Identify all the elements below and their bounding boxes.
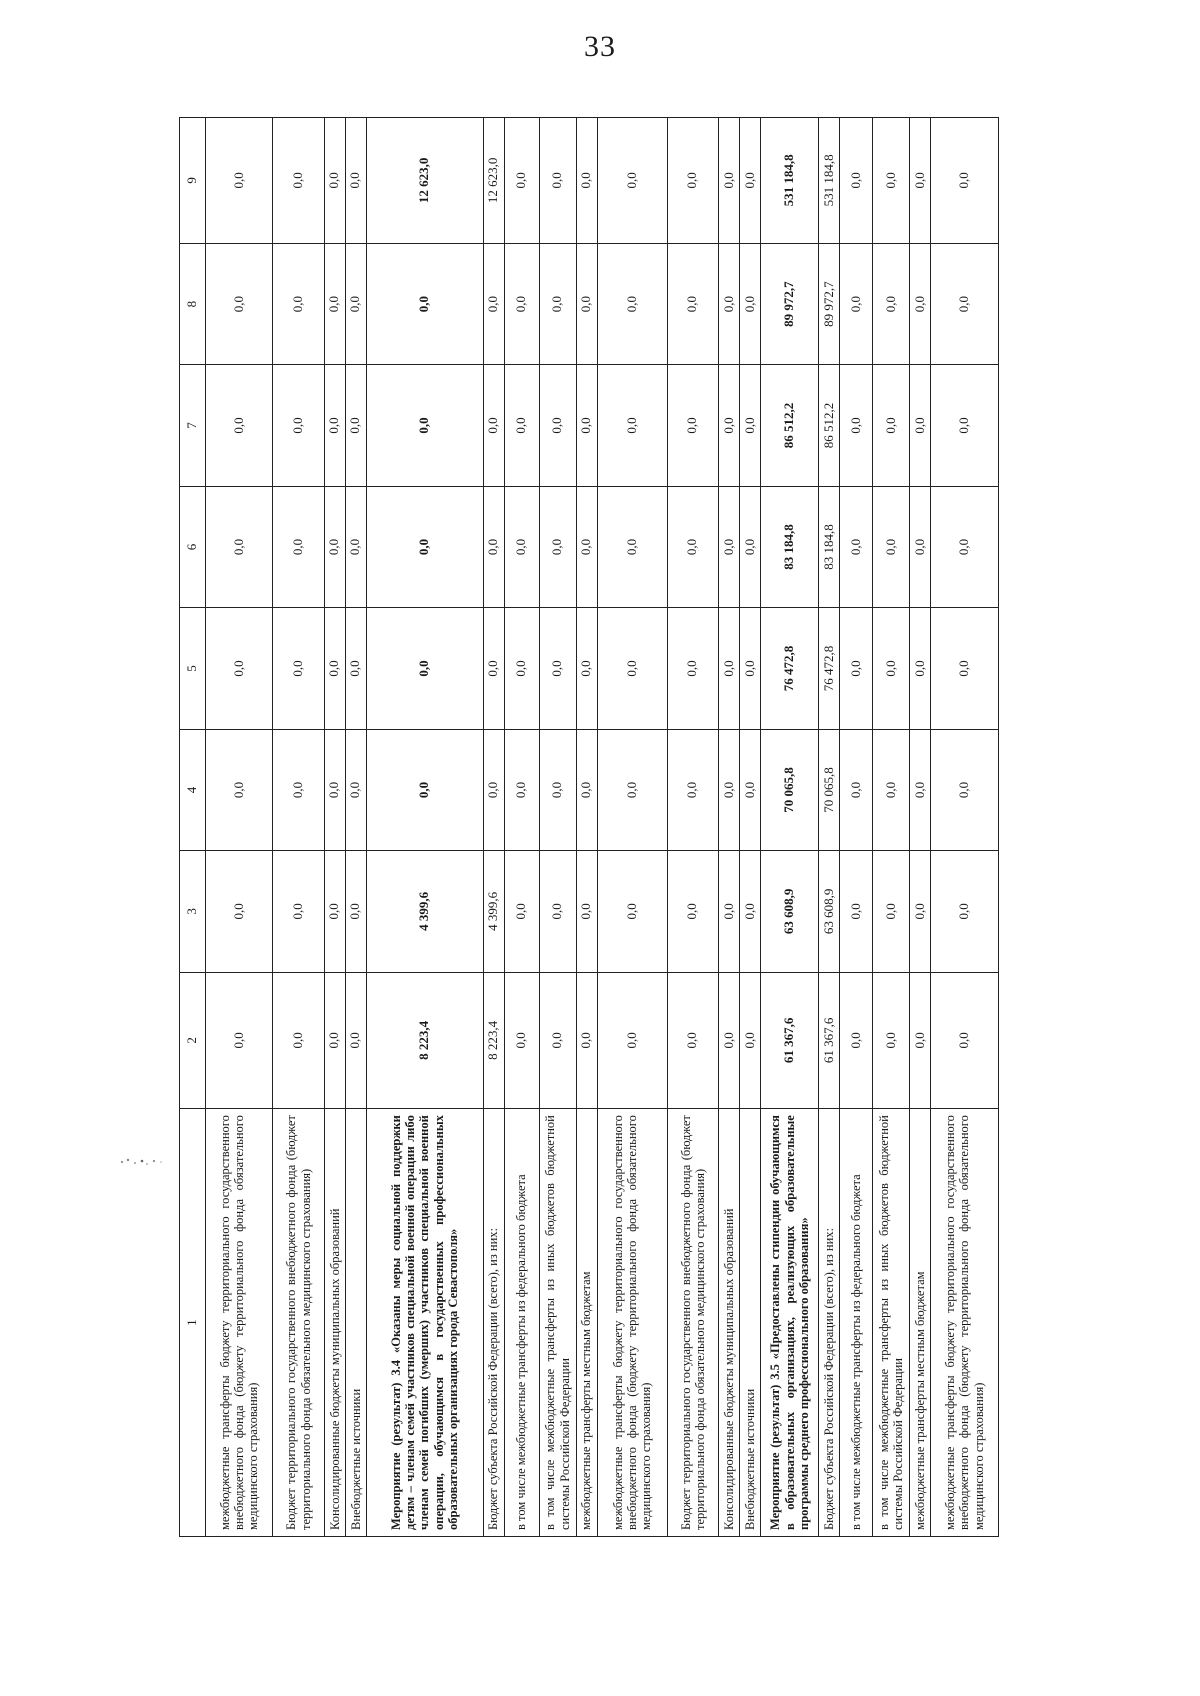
row-label: Бюджет территориального государственного внебюджетного фонда (бюджет территориального фонда обязательного медицинского страхования) (667, 1109, 718, 1537)
value-cell: 0,0 (667, 729, 718, 850)
value-cell: 0,0 (483, 729, 504, 850)
value-cell: 0,0 (345, 608, 366, 729)
value-cell: 76 472,8 (819, 608, 840, 729)
row-label: в том числе межбюджетные трансферты из иных бюджетов бюджетной системы Российской Федерации (873, 1109, 910, 1537)
row-label: Бюджет территориального государственного внебюджетного фонда (бюджет территориального фонда обязательного медицинского страхования) (273, 1109, 324, 1537)
value-cell: 0,0 (539, 851, 576, 972)
value-cell: 0,0 (345, 365, 366, 486)
value-cell: 0,0 (931, 972, 999, 1109)
table-row (819, 118, 840, 1537)
value-cell: 0,0 (324, 118, 345, 244)
table-row (205, 118, 273, 1537)
value-cell: 0,0 (324, 243, 345, 364)
value-cell: 0,0 (597, 486, 667, 607)
value-cell: 0,0 (324, 486, 345, 607)
table-row (931, 118, 999, 1537)
value-cell: 83 184,8 (761, 486, 819, 607)
value-cell: 70 065,8 (819, 729, 840, 850)
row-label: межбюджетные трансферты бюджету территориального государственного внебюджетного фонда (бюджету территориального фонда обязательного медицинского страхования) (931, 1109, 999, 1537)
value-cell: 0,0 (667, 118, 718, 244)
value-cell: 0,0 (273, 365, 324, 486)
value-cell: 531 184,8 (819, 118, 840, 244)
value-cell: 0,0 (366, 365, 483, 486)
value-cell: 0,0 (324, 608, 345, 729)
value-cell: 0,0 (504, 608, 539, 729)
value-cell: 0,0 (667, 365, 718, 486)
value-cell: 0,0 (366, 486, 483, 607)
value-cell: 0,0 (576, 851, 597, 972)
row-label: Внебюджетные источники (740, 1109, 761, 1537)
table-row (366, 118, 483, 1537)
row-label: Бюджет субъекта Российской Федерации (всего), из них: (483, 1109, 504, 1537)
value-cell: 0,0 (273, 729, 324, 850)
value-cell: 0,0 (931, 608, 999, 729)
value-cell: 0,0 (719, 118, 740, 244)
value-cell: 0,0 (931, 851, 999, 972)
value-cell: 0,0 (324, 972, 345, 1109)
value-cell: 0,0 (910, 243, 931, 364)
row-label: межбюджетные трансферты местным бюджетам (576, 1109, 597, 1537)
table-row (840, 118, 873, 1537)
budget-table (179, 117, 999, 1537)
value-cell: 0,0 (366, 729, 483, 850)
column-header: 9 (180, 118, 206, 244)
value-cell: 0,0 (539, 729, 576, 850)
value-cell: 0,0 (205, 729, 273, 850)
value-cell: 0,0 (667, 851, 718, 972)
value-cell: 0,0 (910, 729, 931, 850)
value-cell: 0,0 (931, 729, 999, 850)
value-cell: 0,0 (667, 972, 718, 1109)
value-cell: 61 367,6 (819, 972, 840, 1109)
value-cell: 0,0 (740, 729, 761, 850)
row-label: в том числе межбюджетные трансферты из федерального бюджета (504, 1109, 539, 1537)
row-label: межбюджетные трансферты бюджету территориального государственного внебюджетного фонда (бюджету территориального фонда обязательного медицинского страхования) (205, 1109, 273, 1537)
value-cell: 0,0 (366, 608, 483, 729)
value-cell: 0,0 (504, 486, 539, 607)
value-cell: 0,0 (205, 118, 273, 244)
row-label: в том числе межбюджетные трансферты из иных бюджетов бюджетной системы Российской Федерации (539, 1109, 576, 1537)
value-cell: 0,0 (597, 365, 667, 486)
table-row (597, 118, 667, 1537)
value-cell: 0,0 (539, 365, 576, 486)
value-cell: 0,0 (840, 608, 873, 729)
value-cell: 0,0 (597, 729, 667, 850)
value-cell: 8 223,4 (366, 972, 483, 1109)
value-cell: 0,0 (345, 729, 366, 850)
value-cell: 8 223,4 (483, 972, 504, 1109)
value-cell: 0,0 (740, 486, 761, 607)
value-cell: 86 512,2 (761, 365, 819, 486)
table-row (740, 118, 761, 1537)
column-header: 3 (180, 851, 206, 972)
table-row (667, 118, 718, 1537)
value-cell: 0,0 (719, 486, 740, 607)
value-cell: 0,0 (345, 972, 366, 1109)
value-cell: 0,0 (910, 365, 931, 486)
value-cell: 76 472,8 (761, 608, 819, 729)
value-cell: 0,0 (205, 972, 273, 1109)
table-row (719, 118, 740, 1537)
value-cell: 0,0 (597, 608, 667, 729)
value-cell: 0,0 (931, 365, 999, 486)
table-row (761, 118, 819, 1537)
page-number: 33 (584, 30, 616, 63)
value-cell: 0,0 (345, 243, 366, 364)
column-header: 2 (180, 972, 206, 1109)
value-cell: 0,0 (740, 243, 761, 364)
table-row (483, 118, 504, 1537)
value-cell: 0,0 (366, 243, 483, 364)
value-cell: 0,0 (576, 365, 597, 486)
row-label: Внебюджетные источники (345, 1109, 366, 1537)
value-cell: 0,0 (576, 118, 597, 244)
value-cell: 0,0 (910, 486, 931, 607)
value-cell: 0,0 (539, 486, 576, 607)
table-row (539, 118, 576, 1537)
value-cell: 0,0 (873, 486, 910, 607)
value-cell: 0,0 (504, 243, 539, 364)
row-label: в том числе межбюджетные трансферты из федерального бюджета (840, 1109, 873, 1537)
row-label: межбюджетные трансферты местным бюджетам (910, 1109, 931, 1537)
column-header: 8 (180, 243, 206, 364)
value-cell: 0,0 (504, 365, 539, 486)
value-cell: 0,0 (931, 486, 999, 607)
value-cell: 0,0 (910, 118, 931, 244)
value-cell: 0,0 (205, 608, 273, 729)
value-cell: 89 972,7 (819, 243, 840, 364)
value-cell: 0,0 (719, 972, 740, 1109)
value-cell: 0,0 (483, 243, 504, 364)
value-cell: 0,0 (910, 972, 931, 1109)
value-cell: 0,0 (719, 243, 740, 364)
value-cell: 0,0 (840, 243, 873, 364)
column-header: 7 (180, 365, 206, 486)
value-cell: 0,0 (345, 851, 366, 972)
table-body (205, 118, 998, 1537)
value-cell: 0,0 (667, 243, 718, 364)
value-cell: 0,0 (483, 486, 504, 607)
value-cell: 0,0 (483, 365, 504, 486)
table-row (273, 118, 324, 1537)
row-label: Мероприятие (результат) 3.4 «Оказаны меры социальной поддержки детям – членам семей участников специальной военной операции либо членам семей погибших (умерших) участников специальной военной операции, обучающимся в государственных профессиональных образовательных организациях города Севастополя» (366, 1109, 483, 1537)
row-label: межбюджетные трансферты бюджету территориального государственного внебюджетного фонда (бюджету территориального фонда обязательного медицинского страхования) (597, 1109, 667, 1537)
value-cell: 0,0 (873, 243, 910, 364)
rotated-table-container (179, 117, 999, 1537)
value-cell: 0,0 (840, 851, 873, 972)
value-cell: 0,0 (539, 972, 576, 1109)
value-cell: 61 367,6 (761, 972, 819, 1109)
value-cell: 0,0 (597, 118, 667, 244)
column-header: 5 (180, 608, 206, 729)
row-label: Консолидированные бюджеты муниципальных образований (719, 1109, 740, 1537)
value-cell: 0,0 (597, 972, 667, 1109)
value-cell: 0,0 (910, 851, 931, 972)
value-cell: 0,0 (504, 972, 539, 1109)
value-cell: 0,0 (873, 851, 910, 972)
value-cell: 86 512,2 (819, 365, 840, 486)
value-cell: 0,0 (504, 729, 539, 850)
value-cell: 0,0 (873, 972, 910, 1109)
value-cell: 0,0 (205, 243, 273, 364)
value-cell: 0,0 (840, 486, 873, 607)
value-cell: 0,0 (910, 608, 931, 729)
value-cell: 0,0 (576, 972, 597, 1109)
value-cell: 0,0 (539, 243, 576, 364)
table-row (873, 118, 910, 1537)
value-cell: 531 184,8 (761, 118, 819, 244)
value-cell: 0,0 (576, 486, 597, 607)
value-cell: 0,0 (740, 851, 761, 972)
value-cell: 0,0 (273, 486, 324, 607)
value-cell: 12 623,0 (483, 118, 504, 244)
value-cell: 0,0 (931, 118, 999, 244)
value-cell: 0,0 (205, 851, 273, 972)
value-cell: 0,0 (576, 729, 597, 850)
value-cell: 0,0 (667, 608, 718, 729)
value-cell: 0,0 (719, 365, 740, 486)
value-cell: 63 608,9 (761, 851, 819, 972)
value-cell: 70 065,8 (761, 729, 819, 850)
value-cell: 0,0 (740, 608, 761, 729)
table-row (910, 118, 931, 1537)
value-cell: 0,0 (840, 972, 873, 1109)
value-cell: 0,0 (273, 972, 324, 1109)
value-cell: 0,0 (740, 118, 761, 244)
value-cell: 0,0 (719, 851, 740, 972)
value-cell: 0,0 (345, 486, 366, 607)
value-cell: 0,0 (840, 365, 873, 486)
value-cell: 0,0 (324, 365, 345, 486)
value-cell: 63 608,9 (819, 851, 840, 972)
value-cell: 0,0 (504, 118, 539, 244)
row-label: Консолидированные бюджеты муниципальных образований (324, 1109, 345, 1537)
column-header: 6 (180, 486, 206, 607)
row-label: Мероприятие (результат) 3.5 «Предоставлены стипендии обучающимся в образовательных организациях, реализующих образовательные программы среднего профессионального образования» (761, 1109, 819, 1537)
scan-noise-mark (116, 1152, 176, 1172)
value-cell: 0,0 (324, 729, 345, 850)
value-cell: 0,0 (345, 118, 366, 244)
value-cell: 0,0 (740, 972, 761, 1109)
value-cell: 0,0 (205, 486, 273, 607)
value-cell: 0,0 (576, 243, 597, 364)
value-cell: 0,0 (273, 118, 324, 244)
value-cell: 83 184,8 (819, 486, 840, 607)
table-row (504, 118, 539, 1537)
table-row (576, 118, 597, 1537)
value-cell: 0,0 (504, 851, 539, 972)
value-cell: 0,0 (597, 243, 667, 364)
value-cell: 0,0 (873, 729, 910, 850)
table-row (324, 118, 345, 1537)
value-cell: 4 399,6 (483, 851, 504, 972)
value-cell: 0,0 (740, 365, 761, 486)
table-header-row (180, 118, 206, 1537)
value-cell: 0,0 (539, 118, 576, 244)
value-cell: 0,0 (840, 729, 873, 850)
value-cell: 12 623,0 (366, 118, 483, 244)
value-cell: 0,0 (273, 851, 324, 972)
table-row (345, 118, 366, 1537)
value-cell: 0,0 (205, 365, 273, 486)
value-cell: 0,0 (719, 608, 740, 729)
value-cell: 0,0 (719, 729, 740, 850)
column-header: 4 (180, 729, 206, 850)
value-cell: 0,0 (576, 608, 597, 729)
row-label: Бюджет субъекта Российской Федерации (всего), из них: (819, 1109, 840, 1537)
value-cell: 0,0 (324, 851, 345, 972)
value-cell: 0,0 (667, 486, 718, 607)
value-cell: 0,0 (539, 608, 576, 729)
value-cell: 0,0 (873, 608, 910, 729)
column-header: 1 (180, 1109, 206, 1537)
value-cell: 0,0 (483, 608, 504, 729)
value-cell: 0,0 (873, 365, 910, 486)
value-cell: 0,0 (840, 118, 873, 244)
value-cell: 89 972,7 (761, 243, 819, 364)
value-cell: 0,0 (873, 118, 910, 244)
value-cell: 0,0 (597, 851, 667, 972)
value-cell: 0,0 (931, 243, 999, 364)
value-cell: 0,0 (273, 608, 324, 729)
value-cell: 0,0 (273, 243, 324, 364)
value-cell: 4 399,6 (366, 851, 483, 972)
